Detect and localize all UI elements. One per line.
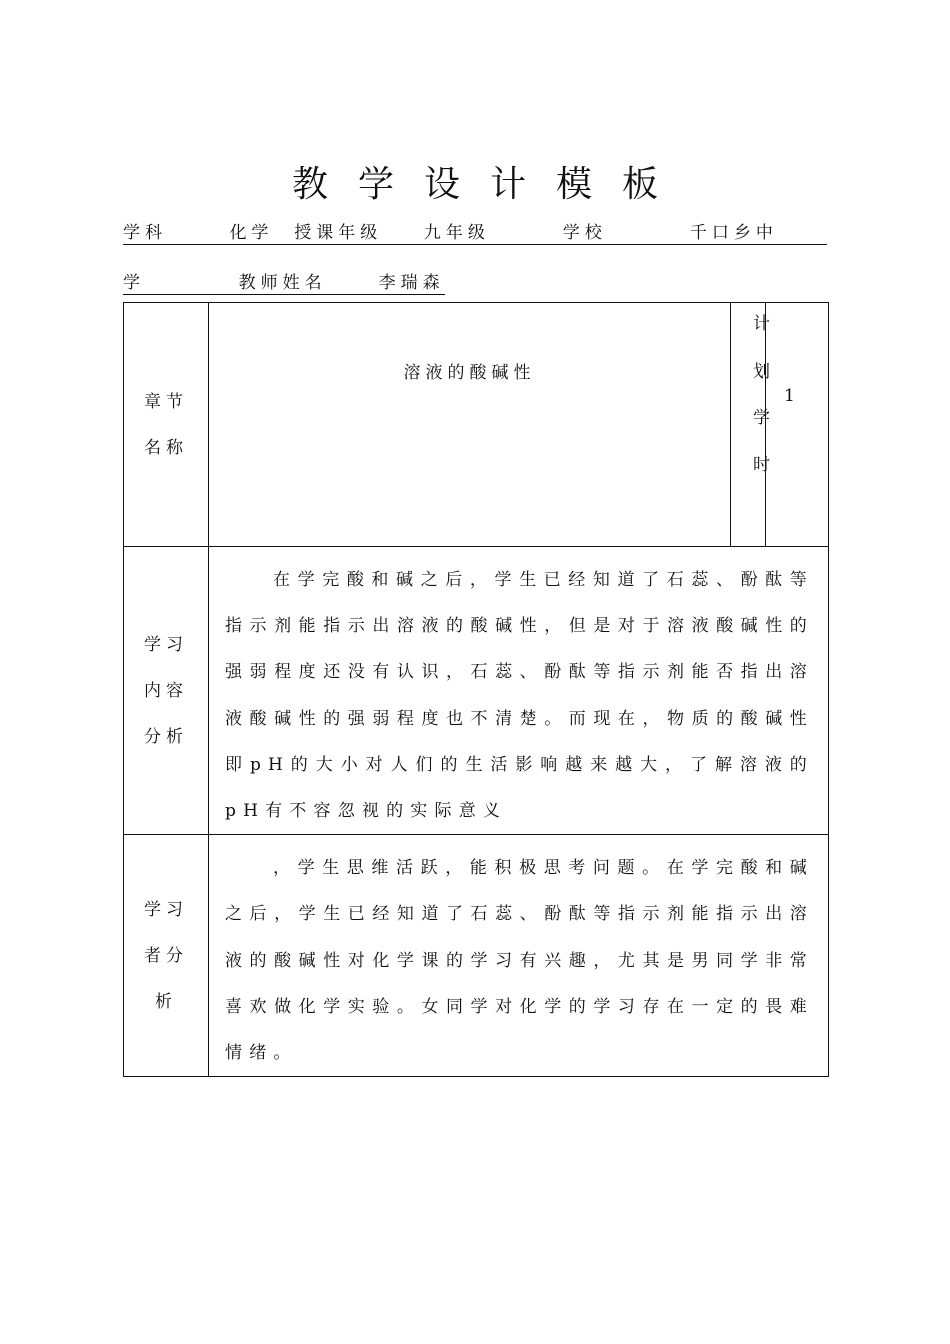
content-label-line: 内容 bbox=[144, 680, 188, 701]
chapter-name: 溶液的酸碱性 bbox=[403, 363, 536, 383]
table-row bbox=[124, 303, 829, 547]
school-label: 学校 bbox=[562, 223, 607, 243]
table-row bbox=[124, 547, 829, 835]
learner-label-cell bbox=[124, 835, 209, 1077]
learner-analysis-text: ，学生思维活跃，能积极思考问题。在学完酸和碱之后，学生已经知道了石蕊、酚酞等指示剂能指示出溶液的酸碱性对化学课的学习有兴趣，尤其是男同学非常喜欢做化学实验。女同学对化学的学习存在一定的畏难情绪。 bbox=[225, 858, 814, 1064]
learner-label-line: 学习 bbox=[144, 899, 188, 920]
hours-cell bbox=[731, 303, 829, 547]
teacher-label: 教师姓名 bbox=[238, 273, 327, 293]
teacher-value: 李瑞森 bbox=[378, 273, 445, 293]
info-line-2 bbox=[123, 272, 445, 295]
page-title: 教学设计模板 bbox=[291, 164, 688, 205]
lesson-plan-table bbox=[123, 302, 829, 1077]
school-value: 千口乡中 bbox=[689, 223, 778, 243]
hours-value: 1 bbox=[784, 386, 795, 406]
hours-label-char: 计 bbox=[753, 314, 770, 334]
hours-label-char: 时 bbox=[753, 455, 770, 475]
grade-value: 九年级 bbox=[423, 223, 490, 243]
learner-analysis-cell bbox=[209, 835, 829, 1077]
chapter-label-line: 章节 bbox=[144, 391, 188, 412]
grade-label: 授课年级 bbox=[294, 223, 383, 243]
table-row bbox=[124, 835, 829, 1077]
school-value-cont: 学 bbox=[123, 273, 145, 293]
info-line-1 bbox=[123, 222, 827, 245]
chapter-label-cell bbox=[124, 303, 209, 547]
chapter-label-line: 名称 bbox=[144, 437, 188, 458]
content-label-cell bbox=[124, 547, 209, 835]
hours-label-char: 划 bbox=[753, 362, 770, 382]
learner-label-line: 者分 bbox=[144, 945, 188, 966]
subject-value: 化学 bbox=[229, 223, 274, 243]
content-analysis-text: 在学完酸和碱之后，学生已经知道了石蕊、酚酞等指示剂能指示出溶液的酸碱性，但是对于溶液酸碱性的强弱程度还没有认识，石蕊、酚酞等指示剂能否指出溶液酸碱性的强弱程度也不清楚。而现在，物质的酸碱性即pH的大小对人们的生活影响越来越大，了解溶液的pH有不容忽视的实际意义 bbox=[225, 570, 814, 822]
content-analysis-cell bbox=[209, 547, 829, 835]
hours-label-char: 学 bbox=[753, 408, 770, 428]
learner-label-line: 析 bbox=[155, 991, 177, 1012]
content-label-line: 分析 bbox=[144, 726, 188, 747]
hours-label bbox=[731, 303, 770, 546]
chapter-name-cell bbox=[209, 303, 731, 547]
content-label-line: 学习 bbox=[144, 634, 188, 655]
subject-label: 学科 bbox=[123, 223, 167, 243]
